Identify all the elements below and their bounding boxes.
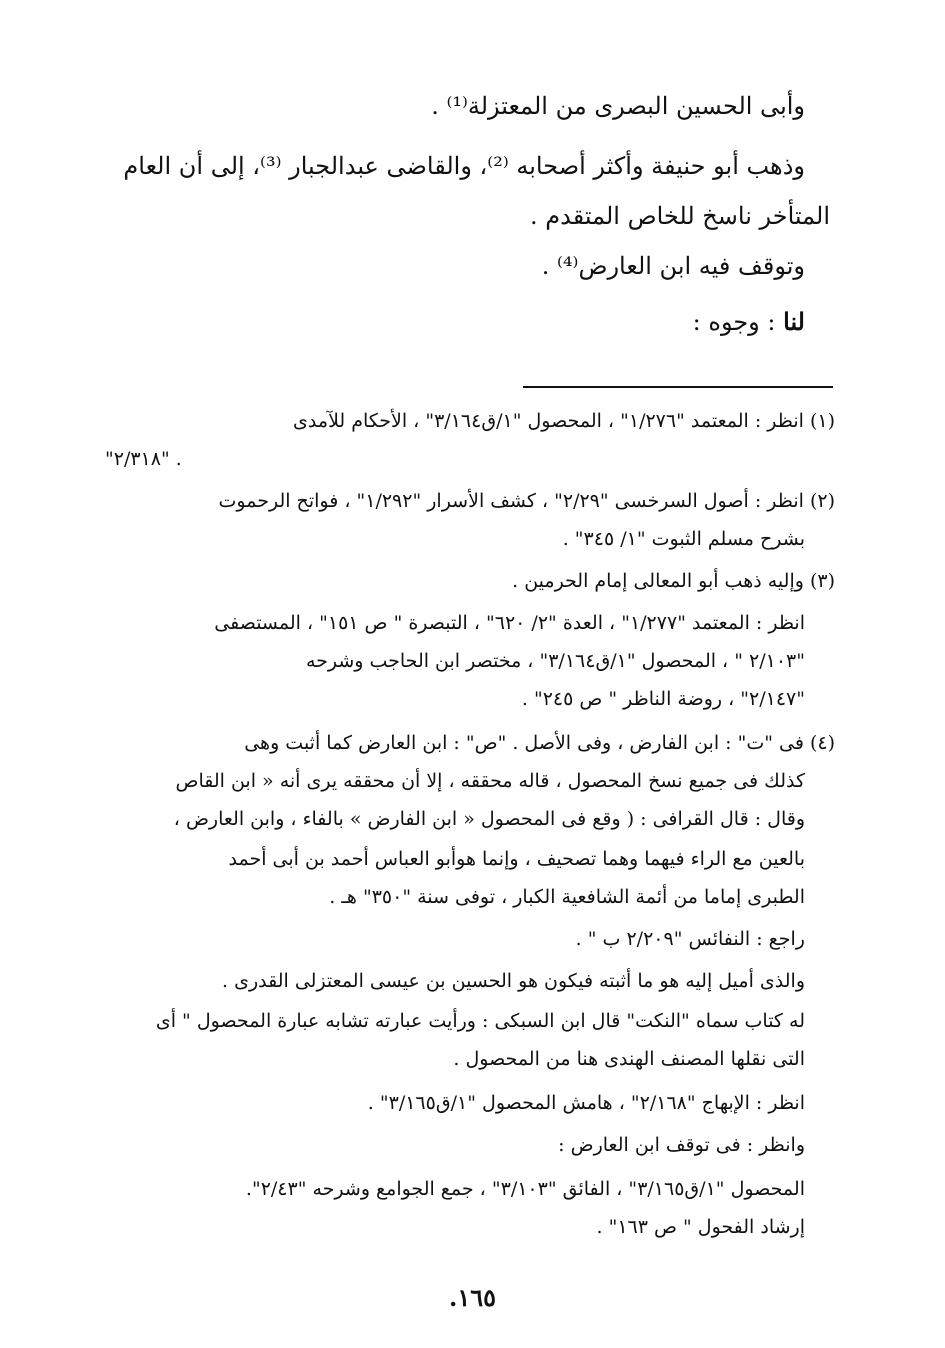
- footnote-line: له كتاب سماه "النكت" قال ابن السبكى : ورأيت عبارته تشابه عبارة المحصول " أى: [155, 1010, 805, 1032]
- footnote-line: كذلك فى جميع نسخ المحصول ، قاله محققه ، إلا أن محققه يرى أنه « ابن القاص: [175, 770, 805, 792]
- footnote-separator: [523, 386, 833, 388]
- footnote-line: الطبرى إماما من أئمة الشافعية الكبار ، توفى سنة "٣٥٠" هـ .: [329, 886, 805, 908]
- paragraph-2-line-1: وذهب أبو حنيفة وأكثر أصحابه ⁽²⁾، والقاضى عبدالجبار ⁽³⁾، إلى أن العام: [123, 152, 805, 180]
- page-number: ١٦٥.: [448, 1283, 497, 1312]
- footnote-line: "٢/١٤٧" ، روضة الناظر " ص ٢٤٥" .: [521, 688, 805, 710]
- footnote-line: (٤) فى "ت" : ابن الفارض ، وفى الأصل . "ص" : ابن العارض كما أثبت وهى: [244, 732, 835, 754]
- footnote-line: إرشاد الفحول " ص ١٦٣" .: [596, 1216, 805, 1238]
- paragraph-4-rest: : وجوه :: [692, 308, 784, 336]
- footnote-line: بشرح مسلم الثبوت "١/ ٣٤٥" .: [562, 528, 805, 550]
- footnote-line: (١) انظر : المعتمد "١/٢٧٦" ، المحصول "١/ق٣/١٦٤" ، الأحكام للآمدى: [293, 410, 835, 432]
- footnote-line: "٢/٣١٨" .: [105, 448, 182, 470]
- paragraph-4: [110, 307, 805, 336]
- paragraph-4-bold: لنا: [783, 307, 805, 336]
- footnote-line: (٢) انظر : أصول السرخسى "٢/٢٩" ، كشف الأسرار "١/٢٩٢" ، فواتح الرحموت: [218, 490, 835, 512]
- footnote-line: "٢/١٠٣ " ، المحصول "١/ق٣/١٦٤" ، مختصر ابن الحاجب وشرحه: [305, 650, 805, 672]
- footnote-line: والذى أميل إليه هو ما أثبته فيكون هو الحسين بن عيسى المعتزلى القدرى .: [222, 970, 805, 992]
- paragraph-2-line-2: المتأخر ناسخ للخاص المتقدم .: [530, 202, 830, 230]
- paragraph-3: وتوقف فيه ابن العارض⁽⁴⁾ .: [541, 252, 805, 280]
- footnote-line: وانظر : فى توقف ابن العارض :: [558, 1134, 805, 1156]
- paragraph-1: وأبى الحسين البصرى من المعتزلة⁽¹⁾ .: [431, 92, 805, 120]
- footnote-line: المحصول "١/ق٣/١٦٥" ، الفائق "٣/١٠٣" ، جمع الجوامع وشرحه "٢/٤٣".: [245, 1178, 805, 1200]
- footnote-line: انظر : الإبهاج "٢/١٦٨" ، هامش المحصول "١/ق٣/١٦٥" .: [367, 1092, 805, 1114]
- footnote-line: انظر : المعتمد "١/٢٧٧" ، العدة "٢/ ٦٢٠" ، التبصرة " ص ١٥١" ، المستصفى: [214, 612, 805, 634]
- footnote-line: التى نقلها المصنف الهندى هنا من المحصول .: [453, 1048, 805, 1070]
- footnote-line: وقال : قال القرافى : ( وقع فى المحصول « ابن الفارض » بالفاء ، وابن العارض ،: [173, 808, 805, 830]
- footnote-line: (٣) وإليه ذهب أبو المعالى إمام الحرمين .: [512, 570, 835, 592]
- footnote-line: راجع : النفائس "٢/٢٠٩ ب " .: [575, 928, 805, 950]
- footnote-line: بالعين مع الراء فيهما وهما تصحيف ، وإنما هوأبو العباس أحمد بن أبى أحمد: [228, 848, 805, 870]
